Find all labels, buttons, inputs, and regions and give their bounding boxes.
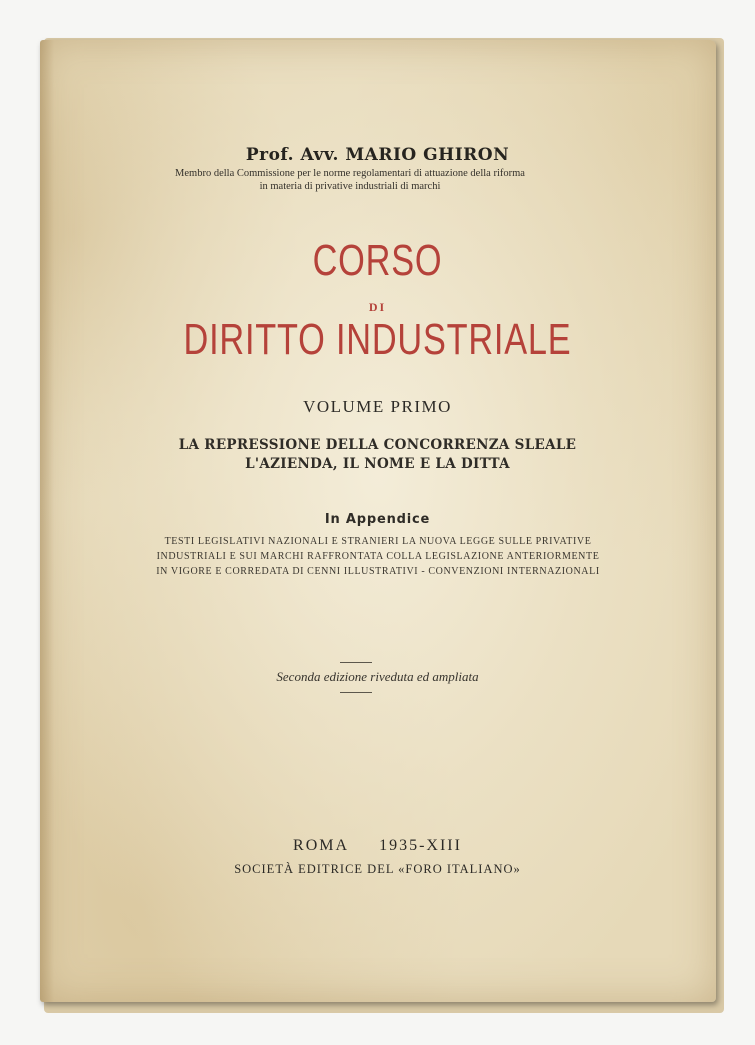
subtitle-line: LA REPRESSIONE DELLA CONCORRENZA SLEALE [178, 437, 577, 453]
author-affiliation-line: in materia di privative industriali di marchi [259, 181, 441, 192]
author-affiliation-line: Membro della Commissione per le norme regolamentari di attuazione della riforma [175, 168, 525, 179]
imprint-year: 1935-XIII [379, 837, 462, 854]
imprint-city: ROMA [293, 837, 350, 854]
title-line-diritto-industriale: DIRITTO INDUSTRIALE [183, 315, 572, 364]
appendix-line: INDUSTRIALI E SUI MARCHI RAFFRONTATA COLLA LEGISLAZIONE ANTERIORMENTE [156, 551, 600, 562]
divider-rule [340, 662, 372, 663]
author-affiliation [160, 167, 540, 193]
title-connector: DI [368, 300, 387, 314]
appendix-line: IN VIGORE E CORREDATA DI CENNI ILLUSTRATIVI - CONVENZIONI INTERNAZIONALI [156, 566, 600, 577]
divider-rule [340, 692, 372, 693]
appendix-line: TESTI LEGISLATIVI NAZIONALI E STRANIERI LA NUOVA LEGGE SULLE PRIVATIVE [164, 536, 592, 547]
publisher-name: SOCIETÀ EDITRICE DEL «FORO ITALIANO» [234, 862, 521, 876]
author-name: Prof. Avv. MARIO GHIRON [245, 145, 510, 165]
edition-note: Seconda edizione riveduta ed ampliata [276, 669, 479, 684]
imprint-place-year [0, 837, 755, 855]
appendix-heading: In Appendice [324, 512, 431, 527]
volume-label: VOLUME PRIMO [303, 397, 452, 416]
title-line-corso: CORSO [312, 236, 443, 285]
subtitle-line: L'AZIENDA, IL NOME E LA DITTA [245, 456, 510, 472]
